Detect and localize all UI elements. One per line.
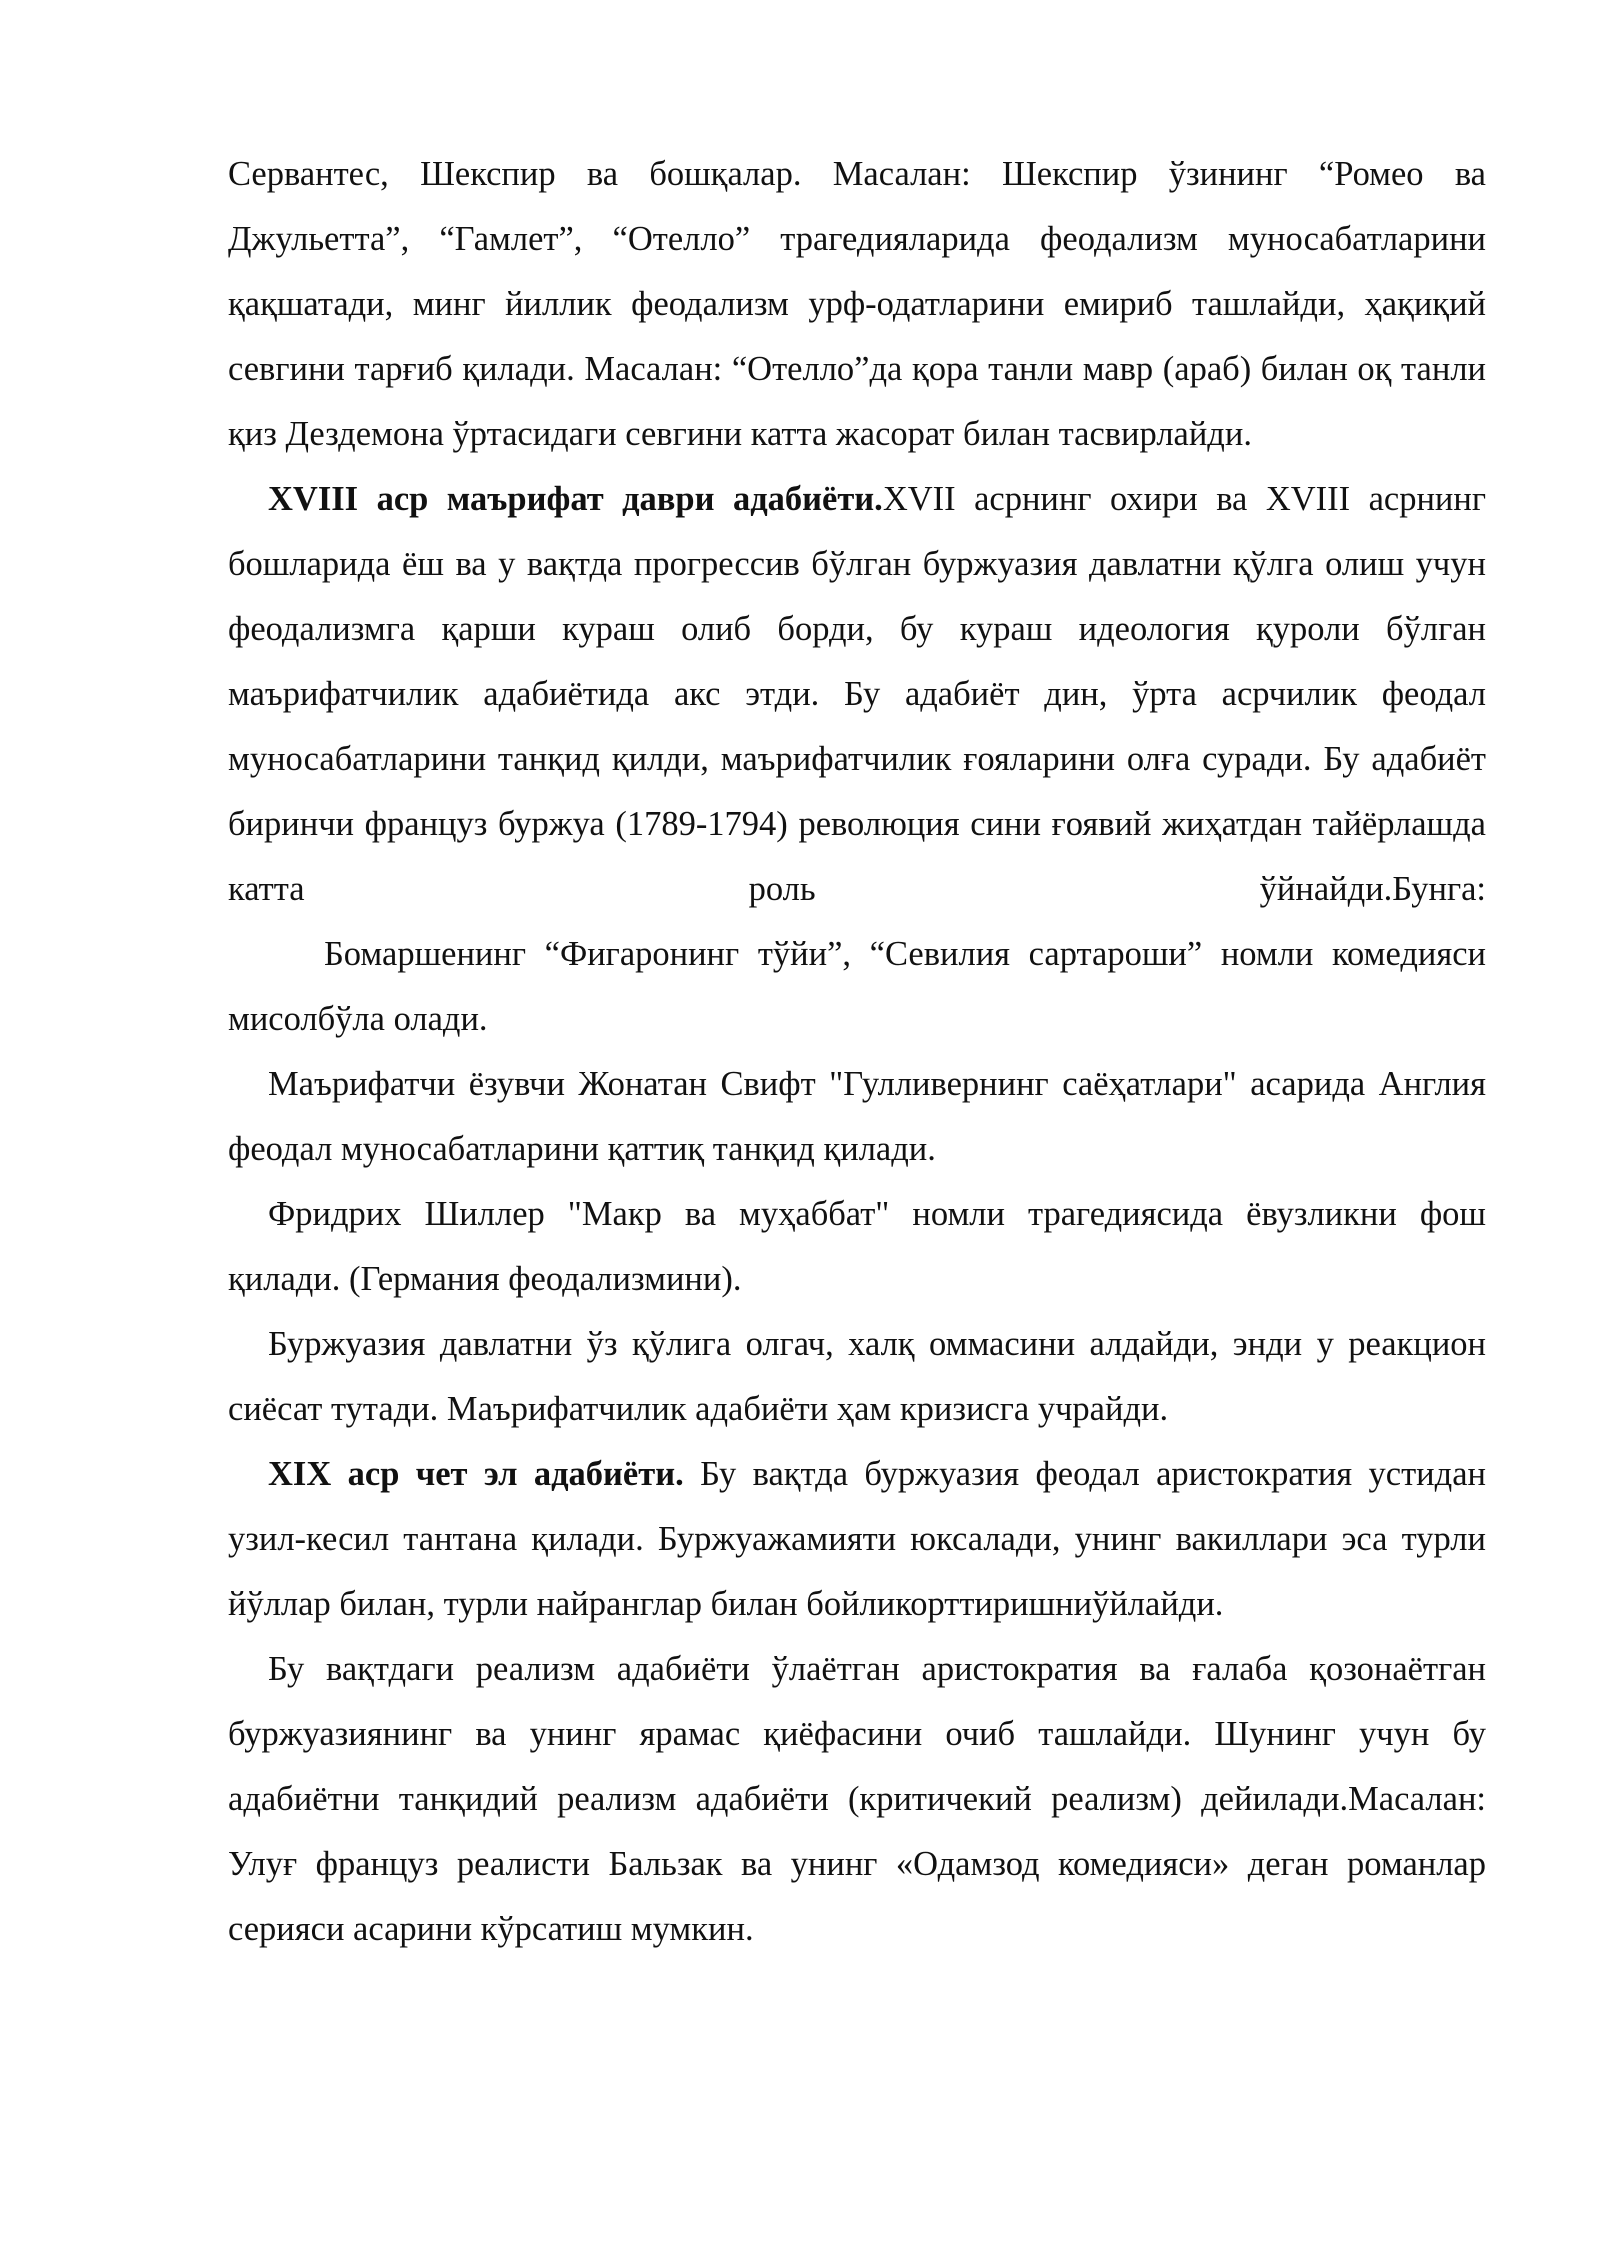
- section-heading-enlightenment: XVIII аср маърифат даври адабиёти.: [268, 480, 883, 518]
- paragraph-schiller: Фридрих Шиллер "Макр ва муҳаббат" номли трагедиясида ёвузликни фош қилади. (Германия феодализмини).: [228, 1195, 1486, 1298]
- document-body: [228, 142, 1486, 1962]
- paragraph-nineteenth-century-body: Бу вақтда буржуазия феодал аристократия устидан узил-кесил тантана қилади. Буржуажамияти юксалади, унинг вакиллари эса турли йўллар билан, турли найранглар билан бойликорттиришниўйлайди.: [228, 1455, 1486, 1623]
- paragraph-enlightenment-body: XVII асрнинг охири ва XVIII асрнинг бошларида ёш ва у вақтда прогрессив бўлган буржуазия давлатни қўлга олиш учун феодализмга қарши кураш олиб борди, бу кураш идеология қуроли бўлган маърифатчилик адабиётида акс этди. Бу адабиёт дин, ўрта асрчилик феодал муносабатларини танқид қилди, маърифатчилик ғояларини олға суради. Бу адабиёт биринчи француз буржуа (1789-1794) революция сини ғоявий жиҳатдан тайёрлашда катта роль ўйнайди.Бунга:: [228, 480, 1487, 908]
- paragraph-beaumarchais: Бомаршенинг “Фигаронинг тўйи”, “Севилия сартароши” номли комедияси мисолбўла олади.: [228, 935, 1486, 1038]
- paragraph-realism: Бу вақтдаги реализм адабиёти ўлаётган аристократия ва ғалаба қозонаётган буржуазиянинг ва унинг ярамас қиёфасини очиб ташлайди. Шунинг учун бу адабиётни танқидий реализм адабиёти (критичекий реализм) дейилади.Масалан: Улуғ француз реалисти Бальзак ва унинг «Одамзод комедияси» деган романлар серияси асарини кўрсатиш мумкин.: [228, 1650, 1486, 1948]
- paragraph-shakespeare: Сервантес, Шекспир ва бошқалар. Масалан: Шекспир ўзининг “Ромео ва Джульетта”, “Гамлет”, “Отелло” трагедияларида феодализм муносабатларини қақшатади, минг йиллик феодализм урф-одатларини емириб ташлайди, ҳақиқий севгини тарғиб қилади. Масалан: “Отелло”да қора танли мавр (араб) билан оқ танли қиз Дездемона ўртасидаги севгини катта жасорат билан тасвирлайди.: [228, 155, 1486, 453]
- paragraph-nineteenth-century: [228, 1442, 1486, 1637]
- paragraph-swift: Маърифатчи ёзувчи Жонатан Свифт "Гулливернинг саёҳатлари" асарида Англия феодал муносабатларини қаттиқ танқид қилади.: [228, 1065, 1486, 1168]
- paragraph-bourgeoisie: Буржуазия давлатни ўз қўлига олгач, халқ оммасини алдайди, энди у реакцион сиёсат тутади. Маърифатчилик адабиёти ҳам кризисга учрайди.: [228, 1325, 1486, 1428]
- section-heading-nineteenth-century: XIX аср чет эл адабиёти.: [268, 1455, 684, 1493]
- paragraph-enlightenment: [228, 467, 1486, 922]
